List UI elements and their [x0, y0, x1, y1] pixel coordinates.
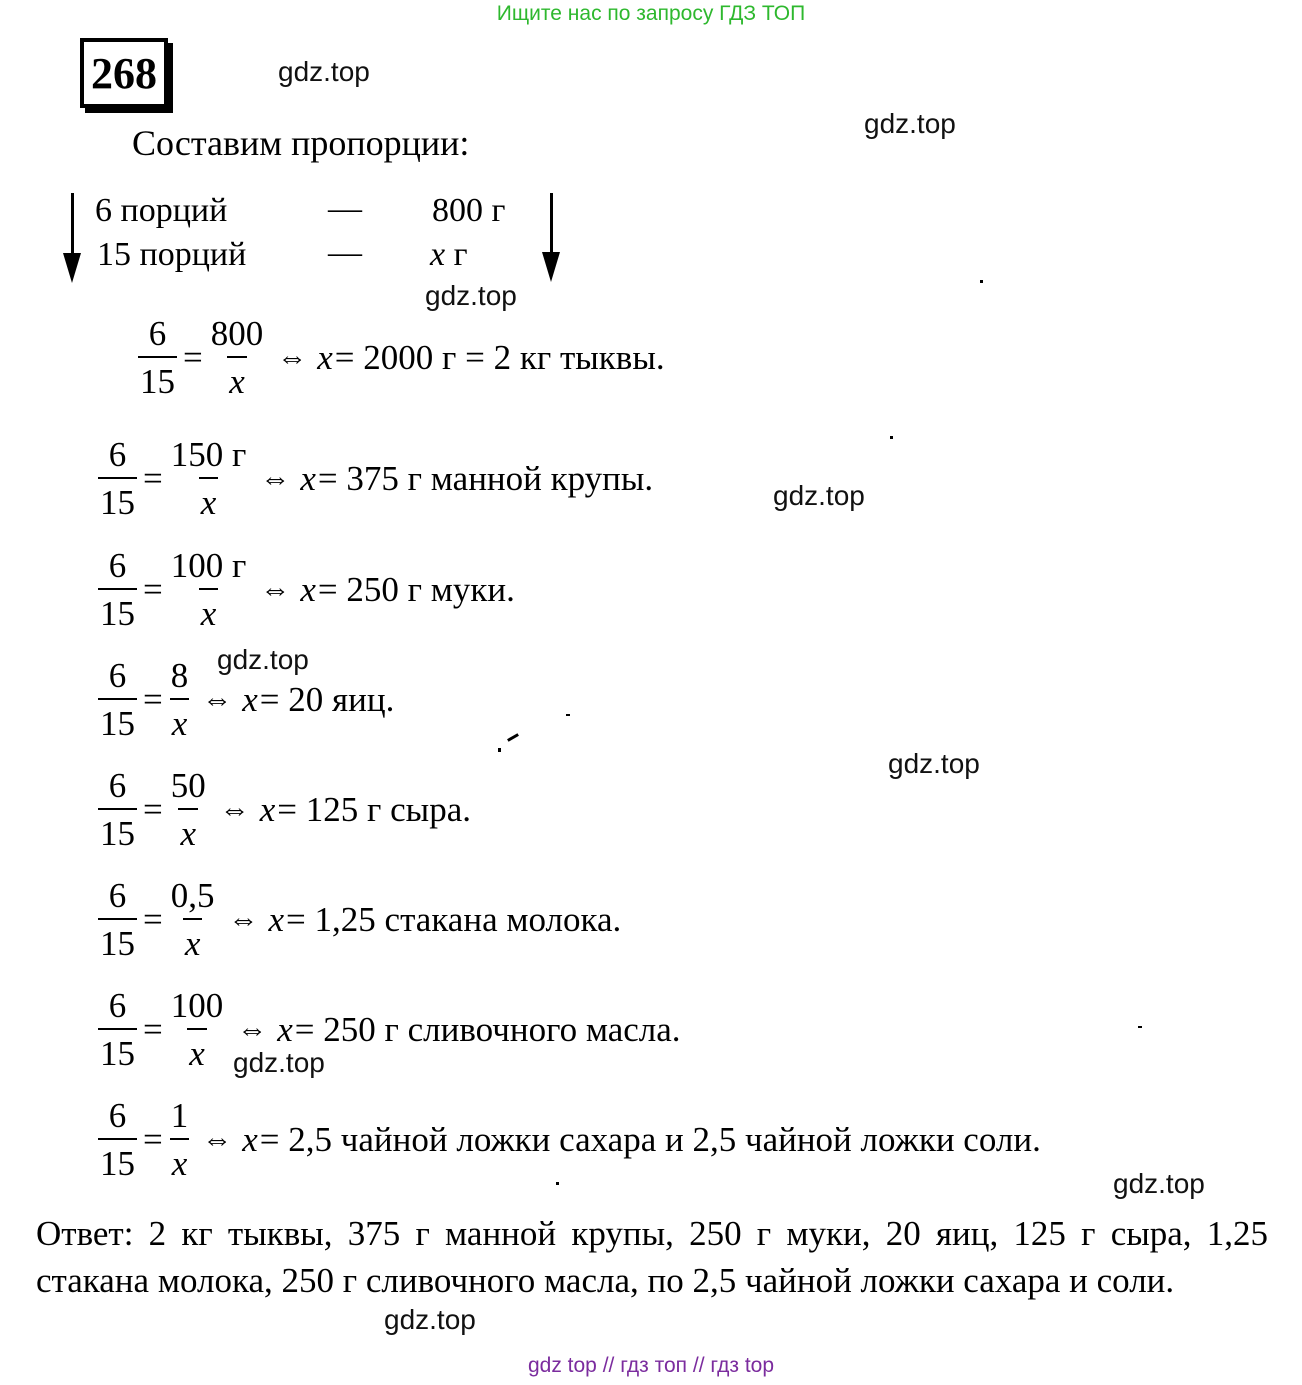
equation-8: [98, 1098, 1041, 1181]
variable-x: x: [317, 337, 333, 377]
denominator: x: [199, 477, 219, 520]
equation-7: [98, 988, 681, 1071]
fraction-right: [169, 988, 226, 1071]
watermark: gdz.top: [773, 480, 865, 511]
scan-speck: [556, 1182, 559, 1185]
unit: г: [445, 236, 468, 273]
numerator: 6: [108, 1096, 127, 1135]
left-arrow-down-icon: [63, 253, 81, 283]
answer-paragraph: Ответ: 2 кг тыквы, 375 г манной крупы, 250 г муки, 20 яиц, 125 г сыра, 1,25 стакана молока, 250 г сливочного масла, по 2,5 чайной ложки сахара и соли.: [36, 1214, 1268, 1300]
equation-result: = 250 г сливочного масла.: [294, 1009, 681, 1049]
scan-speck: [980, 280, 983, 283]
fraction-right: [169, 878, 217, 961]
equation-1: [138, 316, 665, 399]
fraction-left: [98, 878, 137, 961]
numerator: 6: [108, 546, 127, 585]
fraction-right: [209, 316, 266, 399]
heading: Составим пропорции:: [132, 123, 470, 163]
scan-speck: [507, 733, 519, 742]
proportion-row-1-value: 800 г: [432, 192, 506, 229]
denominator: x: [170, 698, 190, 741]
equation-3: [98, 548, 515, 631]
denominator: x: [187, 1028, 207, 1071]
watermark: gdz.top: [425, 280, 517, 311]
equation-result: = 2000 г = 2 кг тыквы.: [334, 337, 665, 377]
proportion-row-1-dash: —: [328, 190, 362, 227]
equals-sign: =: [143, 789, 163, 829]
fraction-left: [98, 1098, 137, 1181]
equals-sign: =: [143, 1119, 163, 1159]
denominator: 15: [98, 698, 137, 741]
equivalence-arrow-icon: ⇔: [219, 792, 250, 826]
scan-speck: [498, 748, 501, 752]
fraction-right: [169, 658, 191, 741]
watermark: gdz.top: [888, 748, 980, 779]
equation-result: = 20 яиц.: [259, 679, 395, 719]
denominator: x: [178, 808, 198, 851]
equation-result: = 250 г муки.: [317, 569, 515, 609]
fraction-right: [169, 768, 208, 851]
equals-sign: =: [143, 1009, 163, 1049]
fraction-left: [98, 768, 137, 851]
scan-speck: [1138, 1026, 1142, 1028]
proportion-row-2-left: 15 порций: [97, 236, 247, 273]
numerator: 800: [210, 314, 264, 353]
equivalence-arrow-icon: ⇔: [260, 461, 291, 495]
equation-result: = 125 г сыра.: [277, 789, 471, 829]
fraction-left: [98, 658, 137, 741]
denominator: 15: [98, 477, 137, 520]
footer-links: gdz top // гдз топ // гдз top: [527, 1354, 775, 1377]
watermark: gdz.top: [278, 56, 370, 87]
fraction-left: [98, 548, 137, 631]
left-arrow-line: [71, 193, 74, 255]
denominator: 15: [98, 918, 137, 961]
numerator: 100 г: [170, 546, 247, 585]
fraction-left: [98, 437, 137, 520]
numerator: 6: [108, 435, 127, 474]
equivalence-arrow-icon: ⇔: [260, 572, 291, 606]
variable-x: x: [430, 236, 446, 273]
watermark: gdz.top: [384, 1304, 476, 1335]
equivalence-arrow-icon: ⇔: [237, 1012, 268, 1046]
equivalence-arrow-icon: ⇔: [202, 1122, 233, 1156]
fraction-left: [98, 988, 137, 1071]
denominator: 15: [98, 1138, 137, 1181]
numerator: 0,5: [170, 876, 215, 915]
variable-x: x: [300, 458, 316, 498]
numerator: 1: [170, 1096, 189, 1135]
equivalence-arrow-icon: ⇔: [277, 340, 308, 374]
proportion-row-2-dash: —: [328, 234, 362, 271]
numerator: 150 г: [170, 435, 247, 474]
equation-result: = 2,5 чайной ложки сахара и 2,5 чайной ложки соли.: [259, 1119, 1041, 1159]
denominator: 15: [138, 356, 177, 399]
denominator: x: [199, 588, 219, 631]
variable-x: x: [242, 679, 258, 719]
numerator: 6: [108, 766, 127, 805]
proportion-row-1-left: 6 порций: [95, 192, 228, 229]
denominator: x: [227, 356, 247, 399]
top-banner: Ищите нас по запросу ГДЗ ТОП: [496, 2, 806, 25]
numerator: 6: [148, 314, 167, 353]
numerator: 6: [108, 656, 127, 695]
variable-x: x: [277, 1009, 293, 1049]
fraction-left: [138, 316, 177, 399]
watermark: gdz.top: [1113, 1168, 1205, 1199]
equals-sign: =: [143, 679, 163, 719]
equation-5: [98, 768, 471, 851]
right-arrow-line: [550, 193, 553, 253]
equation-result: = 375 г манной крупы.: [317, 458, 654, 498]
variable-x: x: [242, 1119, 258, 1159]
variable-x: x: [259, 789, 276, 829]
proportion-row-2-value: [430, 236, 468, 274]
numerator: 6: [108, 986, 127, 1025]
task-number: 268: [80, 38, 168, 108]
denominator: 15: [98, 808, 137, 851]
numerator: 100: [170, 986, 224, 1025]
variable-x: x: [300, 569, 316, 609]
equation-result: = 1,25 стакана молока.: [286, 899, 622, 939]
equals-sign: =: [143, 899, 163, 939]
numerator: 8: [170, 656, 189, 695]
denominator: x: [170, 1138, 190, 1181]
fraction-right: [169, 548, 249, 631]
equivalence-arrow-icon: ⇔: [202, 682, 233, 716]
variable-x: x: [268, 899, 285, 939]
numerator: 6: [108, 876, 127, 915]
fraction-right: [169, 1098, 191, 1181]
scan-speck: [566, 714, 570, 716]
watermark: gdz.top: [233, 1047, 325, 1078]
denominator: 15: [98, 588, 137, 631]
fraction-right: [169, 437, 249, 520]
equivalence-arrow-icon: ⇔: [228, 902, 259, 936]
equals-sign: =: [143, 458, 163, 498]
watermark: gdz.top: [217, 644, 309, 675]
equals-sign: =: [143, 569, 163, 609]
equation-2: [98, 437, 653, 520]
numerator: 50: [170, 766, 206, 805]
denominator: x: [183, 918, 203, 961]
denominator: 15: [98, 1028, 137, 1071]
right-arrow-down-icon: [542, 252, 560, 282]
watermark: gdz.top: [864, 108, 956, 139]
equation-6: [98, 878, 621, 961]
scan-speck: [890, 436, 893, 439]
equation-4: [98, 658, 394, 741]
equals-sign: =: [183, 337, 203, 377]
